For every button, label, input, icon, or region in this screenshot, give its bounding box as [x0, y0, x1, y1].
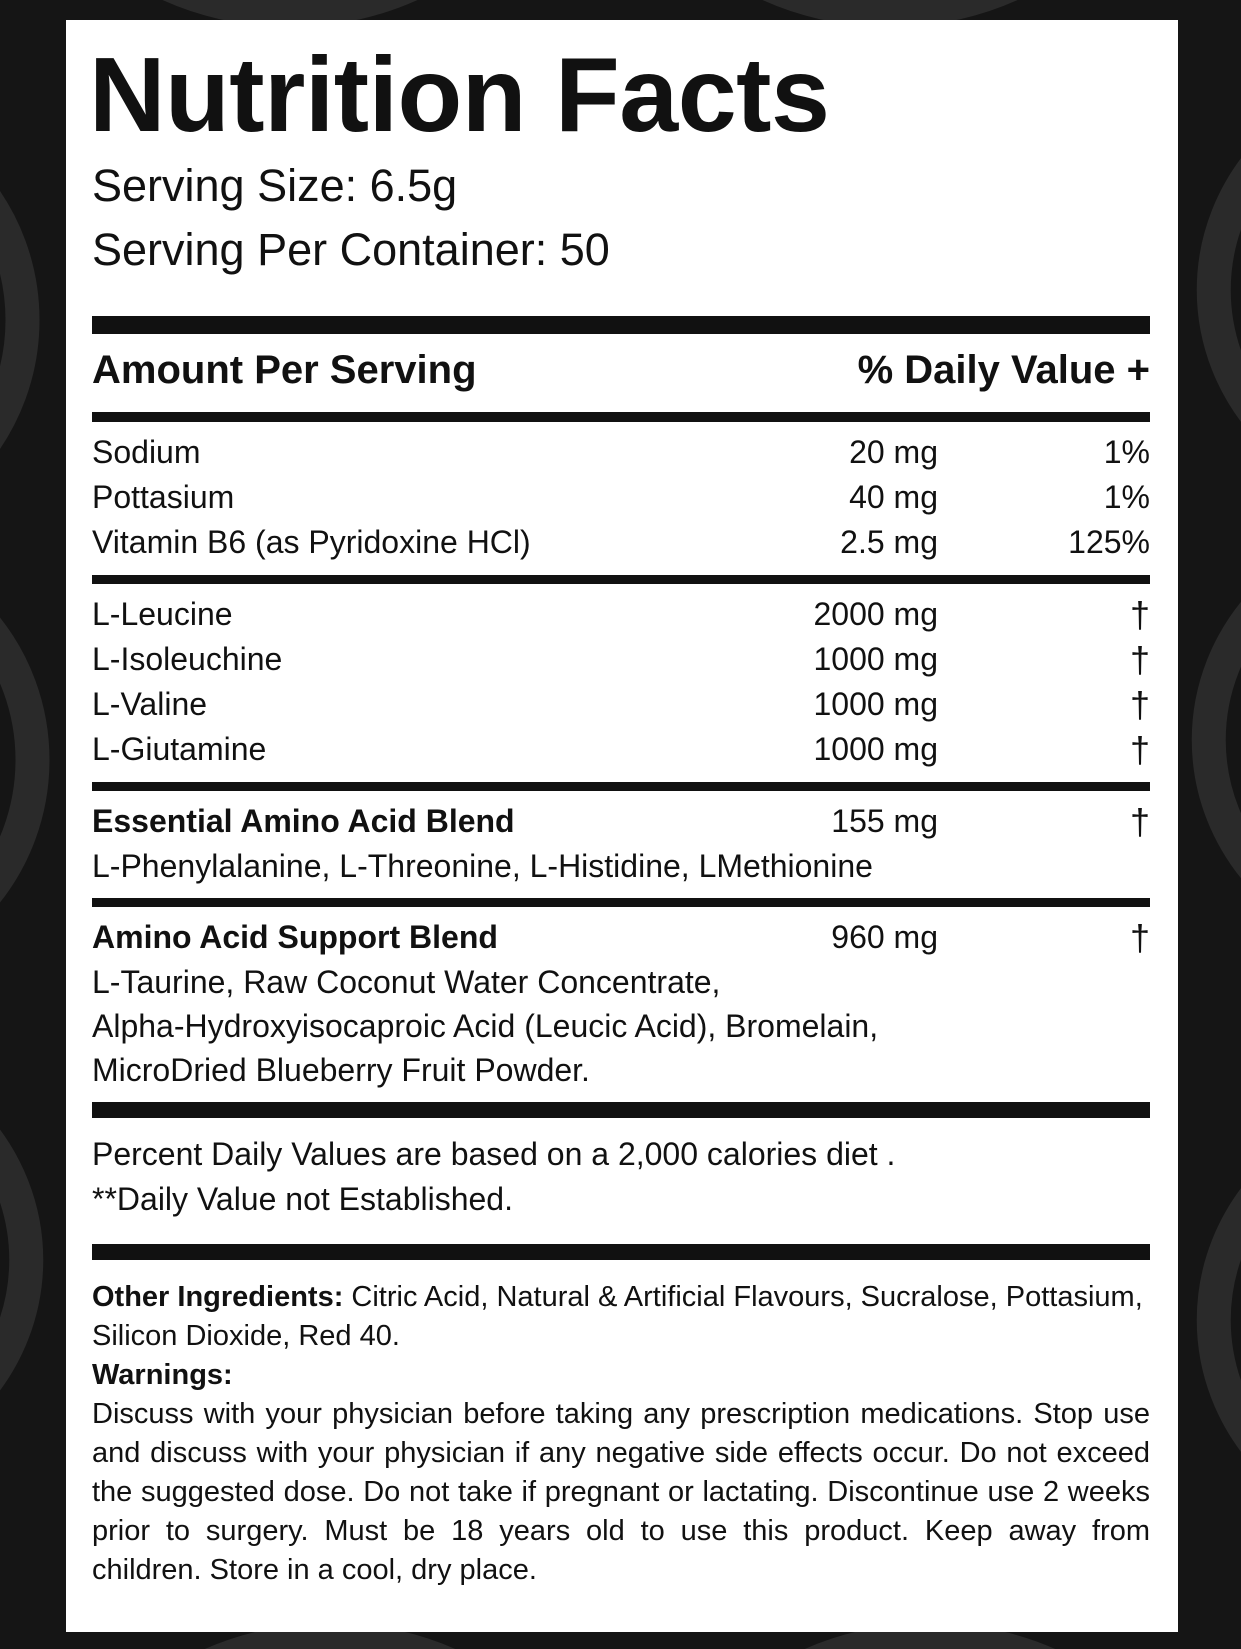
nutrient-row — [92, 682, 1150, 727]
blend-contents: L-Phenylalanine, L-Threonine, L-Histidine, LMethionine — [92, 848, 873, 884]
nutrient-dv: † — [1129, 594, 1150, 635]
nutrient-dv: 1% — [1103, 434, 1150, 470]
footnote-not-established: **Daily Value not Established. — [92, 1181, 513, 1217]
column-header — [92, 346, 1150, 394]
blend-amount: 155 mg — [831, 803, 938, 839]
support-blend-section — [92, 915, 1150, 1092]
nutrient-amount: 2000 mg — [813, 596, 938, 632]
amount-per-serving-header: Amount Per Serving — [92, 348, 477, 392]
nutrient-amount: 40 mg — [849, 479, 938, 515]
blend-dv: † — [1129, 917, 1150, 958]
nutrient-dv: 125% — [1068, 524, 1150, 560]
blend-name: Essential Amino Acid Blend — [92, 803, 515, 839]
blend-contents-line: Alpha-Hydroxyisocaproic Acid (Leucic Acid), Bromelain, — [92, 1008, 879, 1044]
blend-amount: 960 mg — [831, 919, 938, 955]
divider-header — [92, 412, 1150, 422]
divider-section — [92, 782, 1150, 791]
nutrient-amount: 1000 mg — [813, 686, 938, 722]
blend-dv: † — [1129, 801, 1150, 842]
nutrient-dv: † — [1129, 639, 1150, 680]
nutrient-name: Vitamin B6 (as Pyridoxine HCl) — [92, 524, 531, 560]
serving-size: Serving Size: 6.5g — [92, 160, 458, 211]
divider-section — [92, 575, 1150, 584]
divider-thick — [92, 316, 1150, 334]
warnings-text: Discuss with your physician before taking any prescription medications. Stop use and discuss with your physician if any negative side effects occur. Do not exceed the suggested dose. Do not take if pregnant or lactating. Discontinue use 2 weeks prior to surgery. Must be 18 years old to use this product. Keep away from children. Store in a cool, dry place. — [92, 1398, 1150, 1586]
footnotes — [92, 1132, 1150, 1222]
nutrient-amount: 1000 mg — [813, 731, 938, 767]
nutrient-row — [92, 637, 1150, 682]
amino-acids-section — [92, 592, 1150, 772]
nutrient-row — [92, 727, 1150, 772]
blend-contents-line: L-Taurine, Raw Coconut Water Concentrate, — [92, 964, 721, 1000]
nutrient-amount: 20 mg — [849, 434, 938, 470]
vitamins-section — [92, 430, 1150, 565]
blend-row — [92, 915, 1150, 960]
essential-blend-section — [92, 799, 1150, 888]
nutrient-row — [92, 475, 1150, 520]
servings-per-container: Serving Per Container: 50 — [92, 224, 610, 275]
other-ingredients — [92, 1278, 1150, 1590]
nutrition-label — [66, 20, 1178, 1632]
blend-name: Amino Acid Support Blend — [92, 919, 498, 955]
nutrient-name: L-Leucine — [92, 596, 233, 632]
nutrient-name: Pottasium — [92, 479, 235, 515]
nutrient-name: L-Isoleuchine — [92, 641, 283, 677]
blend-contents-line: MicroDried Blueberry Fruit Powder. — [92, 1052, 590, 1088]
warnings-label: Warnings: — [92, 1359, 233, 1391]
nutrient-dv: † — [1129, 729, 1150, 770]
other-ingredients-text: Citric Acid, Natural & Artificial Flavours, Sucralose, Pottasium, Silicon Dioxide, Red 40. — [92, 1281, 1143, 1352]
nutrient-dv: † — [1129, 684, 1150, 725]
nutrient-row — [92, 430, 1150, 475]
footnote-daily-values: Percent Daily Values are based on a 2,000 calories diet . — [92, 1136, 896, 1172]
other-ingredients-label: Other Ingredients: — [92, 1281, 344, 1313]
divider-thick — [92, 1244, 1150, 1260]
divider-section — [92, 898, 1150, 907]
nutrient-dv: 1% — [1103, 479, 1150, 515]
nutrient-row — [92, 592, 1150, 637]
blend-row — [92, 799, 1150, 844]
daily-value-header: % Daily Value + — [857, 348, 1150, 392]
nutrient-row — [92, 520, 1150, 565]
nutrient-name: L-Valine — [92, 686, 208, 722]
nutrient-name: L-Giutamine — [92, 731, 267, 767]
nutrient-amount: 1000 mg — [813, 641, 938, 677]
divider-section — [92, 1102, 1150, 1118]
nutrient-amount: 2.5 mg — [840, 524, 938, 560]
label-title: Nutrition Facts — [89, 36, 830, 154]
nutrient-name: Sodium — [92, 434, 201, 470]
